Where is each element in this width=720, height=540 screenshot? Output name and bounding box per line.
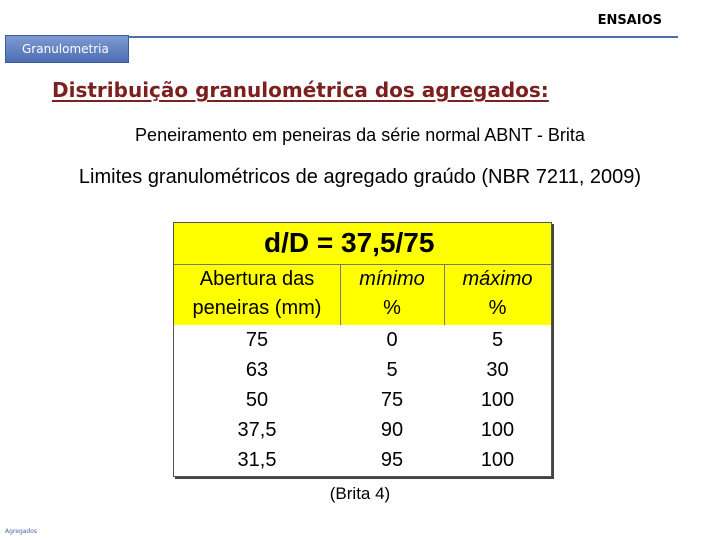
- cell-sieve: 31,5: [174, 445, 340, 475]
- grading-table: [173, 222, 552, 477]
- table-row: [174, 445, 551, 475]
- column-header-min: [340, 265, 444, 325]
- tab-granulometria[interactable]: Granulometria: [5, 35, 129, 63]
- cell-min: 75: [340, 385, 444, 415]
- table-row: [174, 325, 551, 355]
- section-label: ENSAIOS: [597, 13, 662, 28]
- column-header-max-line1: máximo: [462, 268, 533, 290]
- table-title: d/D = 37,5/75: [264, 227, 435, 258]
- column-divider: [444, 265, 445, 325]
- column-header-sieve: [174, 265, 340, 325]
- cell-min: 90: [340, 415, 444, 445]
- column-header-min-line2: %: [383, 297, 401, 319]
- cell-min: 0: [340, 325, 444, 355]
- cell-max: 100: [444, 385, 551, 415]
- column-header-sieve-line1: Abertura das: [199, 268, 315, 290]
- column-divider: [340, 265, 341, 325]
- column-header-max: [444, 265, 551, 325]
- cell-min: 95: [340, 445, 444, 475]
- footer-label: Agregados: [5, 528, 38, 535]
- cell-sieve: 63: [174, 355, 340, 385]
- table-row: [174, 355, 551, 385]
- header-rule: [128, 36, 678, 38]
- cell-max: 100: [444, 415, 551, 445]
- subtitle-sieving: Peneiramento em peneiras da série normal ABNT - Brita: [135, 125, 585, 145]
- column-header-sieve-line2: peneiras (mm): [192, 297, 322, 319]
- subtitle-limits: Limites granulométricos de agregado graúdo (NBR 7211, 2009): [78, 166, 642, 188]
- table-row: [174, 415, 551, 445]
- cell-max: 100: [444, 445, 551, 475]
- cell-min: 5: [340, 355, 444, 385]
- cell-sieve: 37,5: [174, 415, 340, 445]
- table-note: (Brita 4): [329, 484, 391, 503]
- cell-sieve: 50: [174, 385, 340, 415]
- cell-max: 30: [444, 355, 551, 385]
- column-header-min-line1: mínimo: [359, 268, 425, 290]
- table-title-bar: [174, 223, 551, 265]
- page-title: Distribuição granulométrica dos agregados:: [52, 78, 549, 102]
- table-row: [174, 385, 551, 415]
- cell-max: 5: [444, 325, 551, 355]
- cell-sieve: 75: [174, 325, 340, 355]
- column-header-max-line2: %: [488, 297, 507, 319]
